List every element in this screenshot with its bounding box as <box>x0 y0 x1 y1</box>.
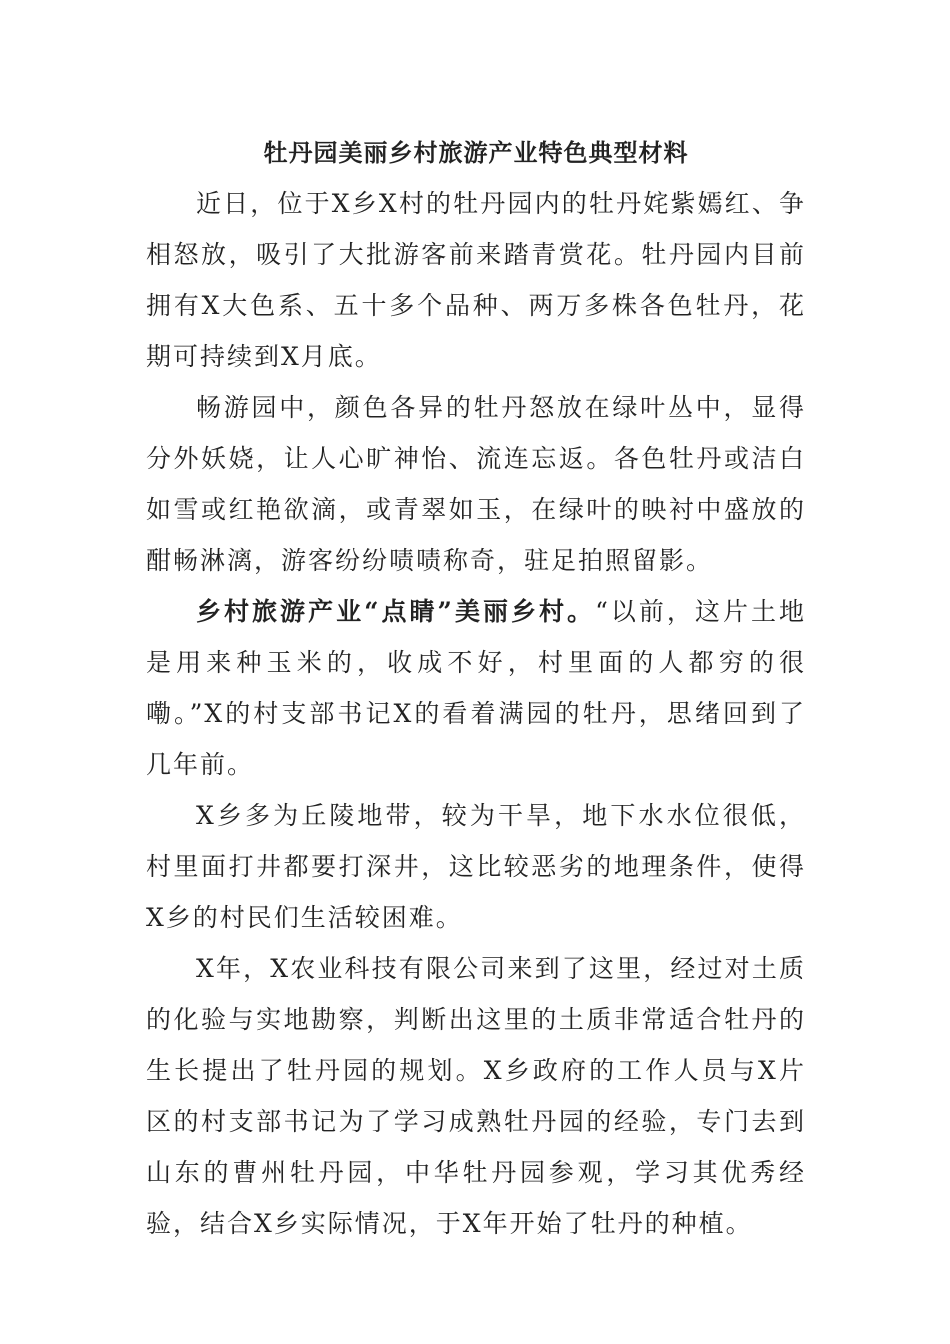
paragraph-lead-heading: 乡村旅游产业“点睛”美丽乡村。 <box>196 597 596 626</box>
paragraph-3 <box>146 586 806 790</box>
paragraph-text: “以前，这片土地是用来种玉米的，收成不好，村里面的人都穷的很嘞。”X的村支部书记X的看着满园的牡丹，思绪回到了几年前。 <box>146 597 806 779</box>
paragraph-2 <box>146 382 806 586</box>
paragraph-text: X年，X农业科技有限公司来到了这里，经过对土质的化验与实地勘察，判断出这里的土质非常适合牡丹的生长提出了牡丹园的规划。X乡政府的工作人员与X片区的村支部书记为了学习成熟牡丹园的经验，专门去到山东的曹州牡丹园，中华牡丹园参观，学习其优秀经验，结合X乡实际情况，于X年开始了牡丹的种植。 <box>146 954 806 1238</box>
paragraph-text: X乡多为丘陵地带，较为干旱，地下水水位很低，村里面打井都要打深井，这比较恶劣的地理条件，使得X乡的村民们生活较困难。 <box>146 801 806 932</box>
document-title: 牡丹园美丽乡村旅游产业特色典型材料 <box>263 138 689 167</box>
paragraph-1 <box>146 178 806 382</box>
document-body <box>146 128 806 1249</box>
paragraph-5 <box>146 943 806 1249</box>
paragraph-4 <box>146 790 806 943</box>
paragraph-text: 畅游园中，颜色各异的牡丹怒放在绿叶丛中，显得分外妖娆，让人心旷神怡、流连忘返。各色牡丹或洁白如雪或红艳欲滴，或青翠如玉，在绿叶的映衬中盛放的酣畅淋漓，游客纷纷啧啧称奇，驻足拍照留影。 <box>146 393 806 575</box>
paragraph-text: 近日，位于X乡X村的牡丹园内的牡丹姹紫嫣红、争相怒放，吸引了大批游客前来踏青赏花。牡丹园内目前拥有X大色系、五十多个品种、两万多株各色牡丹，花期可持续到X月底。 <box>146 189 806 371</box>
